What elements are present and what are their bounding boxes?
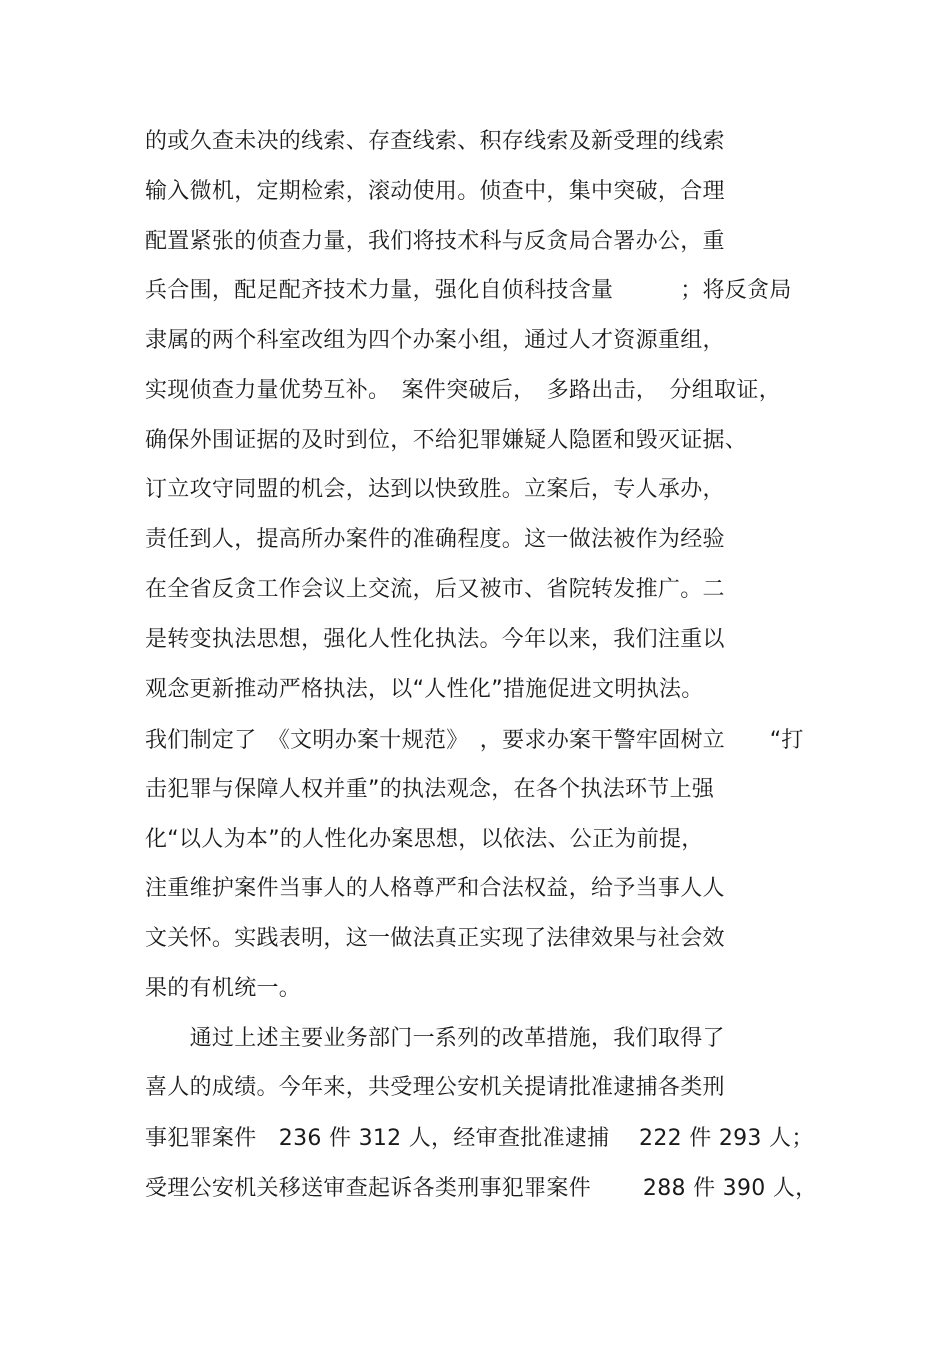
text-line: 观念更新推动严格执法，以“人性化”措施促进文明执法。 [145,677,704,702]
text-line: 的或久查未决的线索、存查线索、积存线索及新受理的线索 [145,129,725,154]
text-line: 实现侦查力量优势互补。 案件突破后， 多路出击， 分组取证， [145,378,782,403]
text-line: 输入微机，定期检索，滚动使用。侦查中，集中突破，合理 [145,179,725,204]
text-line: 在全省反贪工作会议上交流，后又被市、省院转发推广。二 [145,577,725,602]
text-line: 击犯罪与保障人权并重”的执法观念，在各个执法环节上强 [145,777,715,802]
text-line: 事犯罪案件 236 件 312 人，经审查批准逮捕 222 件 293 人； [145,1126,814,1151]
text-line: 我们制定了 《文明办案十规范》 ，要求办案干警牢固树立 “打 [145,728,804,753]
text-line: 果的有机统一。 [145,976,302,1001]
paragraph-start-line: 通过上述主要业务部门一系列的改革措施，我们取得了 [145,1026,725,1051]
text-line: 受理公安机关移送审查起诉各类刑事犯罪案件 288 件 390 人， [145,1176,818,1201]
text-line: 喜人的成绩。今年来，共受理公安机关提请批准逮捕各类刑 [145,1075,725,1100]
text-line: 化“以人为本”的人性化办案思想，以依法、公正为前提， [145,827,704,852]
text-line: 隶属的两个科室改组为四个办案小组，通过人才资源重组， [145,328,725,353]
text-line: 注重维护案件当事人的人格尊严和合法权益，给予当事人人 [145,876,725,901]
text-line: 订立攻守同盟的机会，达到以快致胜。立案后，专人承办， [145,477,725,502]
text-line: 是转变执法思想，强化人性化执法。今年以来，我们注重以 [145,627,725,652]
text-line: 责任到人，提高所办案件的准确程度。这一做法被作为经验 [145,527,725,552]
text-line: 配置紧张的侦查力量，我们将技术科与反贪局合署办公，重 [145,229,725,254]
text-line: 兵合围，配足配齐技术力量，强化自侦科技含量 ；将反贪局 [145,278,792,303]
text-line: 文关怀。实践表明，这一做法真正实现了法律效果与社会效 [145,926,725,951]
text-line: 确保外围证据的及时到位，不给犯罪嫌疑人隐匿和毁灭证据、 [145,428,748,453]
